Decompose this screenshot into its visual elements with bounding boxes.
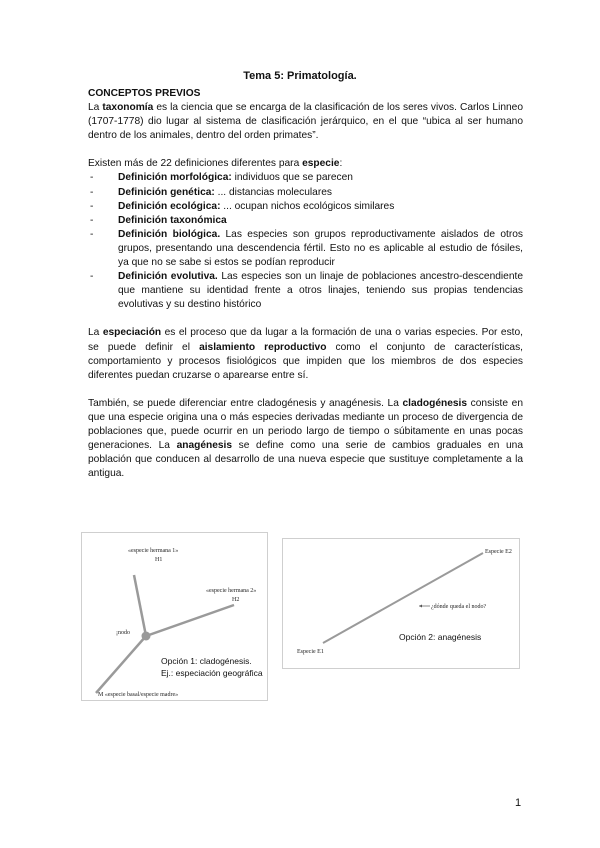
definition-term: Definición evolutiva.	[118, 271, 218, 283]
section-heading: CONCEPTOS PREVIOS	[88, 88, 201, 99]
page-title: Tema 5: Primatología.	[243, 70, 357, 82]
definition-text: ... distancias moleculares	[214, 186, 333, 198]
branch-h1	[134, 575, 146, 636]
bullet-dash: -	[90, 200, 94, 212]
definition-term: Definición biológica.	[118, 228, 221, 240]
text-run: es el proceso que da lugar a la formación de una o varias especies. Por esto, se puede definir el	[88, 327, 523, 353]
bold-term: cladogénesis	[402, 397, 468, 409]
paragraph-cladogenesis	[88, 397, 523, 482]
text-run: Existen más de 22 definiciones diferentes para	[88, 158, 303, 170]
text-run: La	[88, 327, 103, 339]
bullet-dash: -	[90, 214, 94, 226]
definition-text: individuos que se parecen	[231, 172, 353, 184]
caption-line-1: Opción 1: cladogénesis.	[161, 656, 252, 666]
label-h2-code: H2	[232, 597, 240, 603]
label-e1: Especie E1	[297, 649, 324, 655]
list-item	[88, 171, 523, 185]
bullet-dash: -	[90, 228, 94, 240]
label-m: M «especie basal/especie madre»	[98, 692, 179, 698]
caption-line-2: Ej.: especiación geográfica	[161, 668, 263, 678]
page-number: 1	[515, 797, 522, 809]
node-dot	[142, 632, 151, 641]
text-run: es la ciencia que se encarga de la clasificación de los seres vivos. Carlos Linneo (1707-1778) dio lugar al sistema de clasificación jerárquico, en el que “ubica al ser humano dentro de los animales, dentro del orden primates”.	[88, 102, 524, 142]
figure-cladogenesis	[81, 532, 268, 701]
bullet-dash: -	[90, 172, 94, 184]
definition-term: Definición genética:	[118, 186, 215, 198]
text-run: :	[339, 158, 343, 170]
definition-term: Definición morfológica:	[118, 172, 232, 184]
bold-term: anagénesis	[176, 440, 233, 452]
spacer	[88, 312, 523, 326]
label-h1-code: H1	[155, 557, 163, 563]
text-run: como el conjunto de características, comportamiento y procesos fisiológicos que impiden que los miembros de dos especies diferentes puedan cruzarse o aparearse entre sí.	[88, 341, 523, 381]
list-item	[88, 228, 523, 270]
branch-h2	[146, 605, 234, 636]
spacer	[88, 383, 523, 397]
paragraph-especie	[88, 157, 523, 171]
bold-term: aislamiento reproductivo	[199, 341, 327, 353]
cladogenesis-diagram	[82, 533, 267, 700]
label-e2: Especie E2	[485, 549, 512, 555]
definition-text: ... ocupan nichos ecológicos similares	[220, 200, 395, 212]
definition-text: Las especies son un linaje de poblaciones ancestro-descendiente que mantiene su identidad frente a otros linajes, teniendo sus propias tendencias evolutivas y su destino histórico	[118, 271, 523, 311]
text-run: consiste en que una especie origina una o más especies derivadas mediante un proceso de divergencia de poblaciones que, puede ocurrir en un periodo largo de tiempo o súbitamente en unas pocas generaciones. La	[88, 397, 523, 452]
list-item	[88, 270, 523, 312]
arrow-head-icon	[419, 605, 422, 608]
bold-term: taxonomía	[102, 102, 154, 114]
definition-term: Definición ecológica:	[118, 200, 221, 212]
bullet-dash: -	[90, 186, 94, 198]
text-run: La	[88, 102, 103, 114]
list-item	[88, 214, 523, 228]
lineage-line	[323, 553, 483, 643]
branch-m	[96, 636, 146, 693]
paragraph-taxonomia	[88, 101, 523, 143]
caption: Opción 2: anagénesis	[399, 632, 482, 642]
anagenesis-diagram	[283, 539, 519, 668]
text-run: se define como una serie de cambios graduales en una población que conducen al desarrollo de una nueva especie que sustituye completamente a la antigua.	[88, 440, 523, 480]
paragraph-especiacion	[88, 326, 523, 382]
document-body	[88, 87, 523, 481]
definition-text: Las especies son grupos reproductivamente aislados de otros grupos, presentando una descendencia fértil. Esto no es aplicable al estudio de fósiles, ya que no se sabe si estos se podían reproducir	[118, 228, 523, 269]
bullet-dash: -	[90, 271, 94, 283]
list-item	[88, 186, 523, 200]
definitions-list	[88, 171, 523, 312]
definition-term: Definición taxonómica	[118, 214, 227, 226]
label-h2: «especie hermana 2»	[206, 588, 257, 594]
figure-anagenesis	[282, 538, 520, 669]
spacer	[88, 143, 523, 157]
label-node-question: ¿dónde queda el nodo?	[431, 604, 487, 610]
text-run: También, se puede diferenciar entre cladogénesis y anagénesis. La	[88, 397, 403, 409]
label-h1: «especie hermana 1»	[128, 548, 179, 554]
bold-term: especie	[302, 158, 340, 170]
label-node: ¡nodo	[116, 630, 130, 636]
bold-term: especiación	[102, 327, 162, 339]
list-item	[88, 200, 523, 214]
